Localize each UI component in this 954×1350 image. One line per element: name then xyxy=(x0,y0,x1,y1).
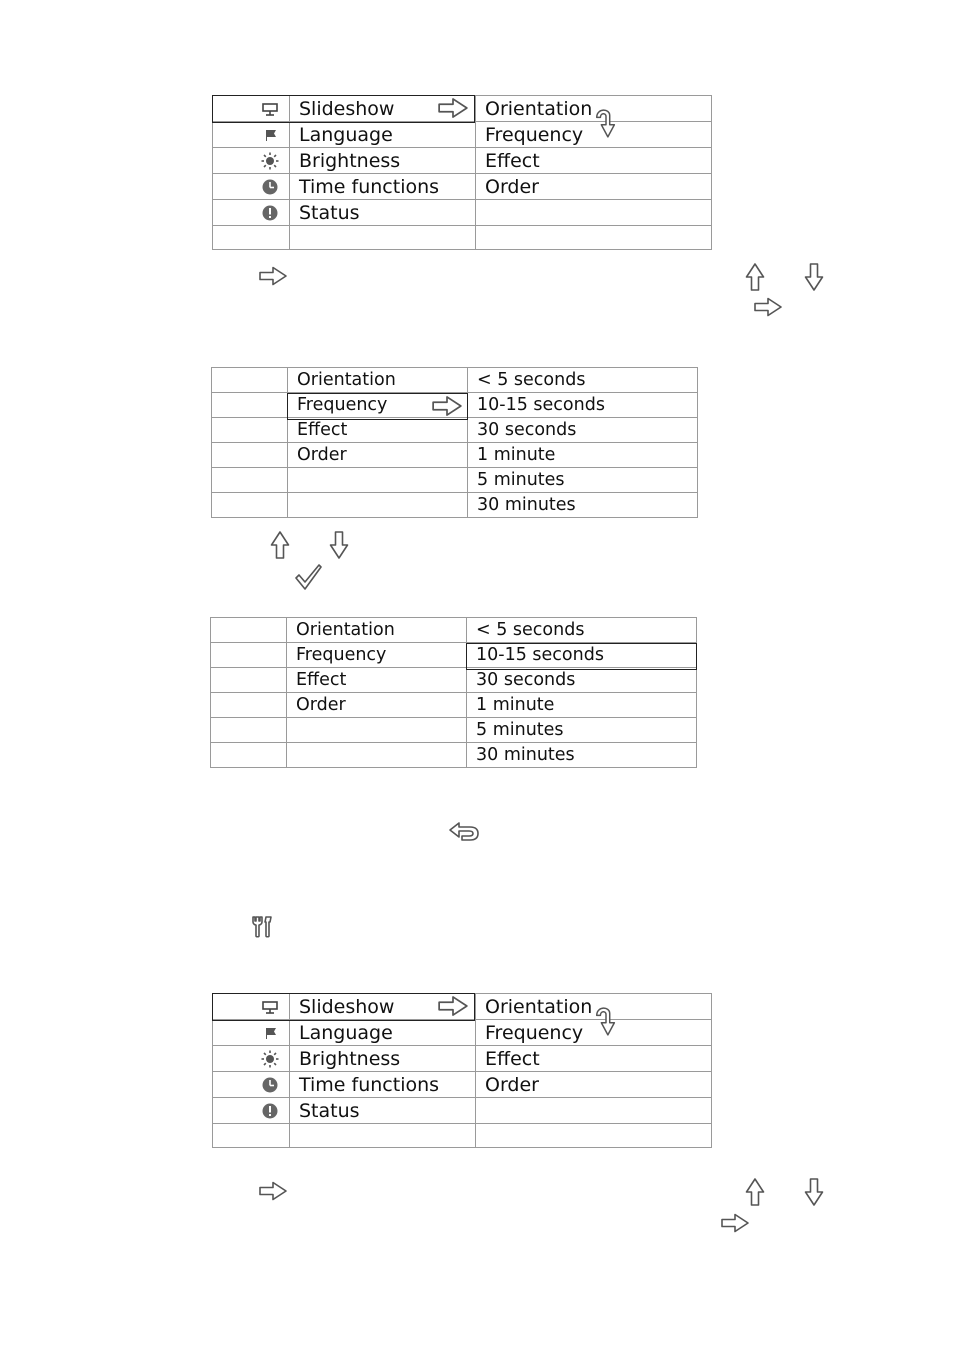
submenu-item-label[interactable]: Order xyxy=(288,443,468,468)
submenu-item-label: Effect xyxy=(476,148,712,174)
menu-row-language[interactable] xyxy=(213,1020,712,1046)
menu-item-label: Slideshow xyxy=(290,96,476,122)
option-label[interactable]: 1 minute xyxy=(467,693,697,718)
menu-row-status[interactable] xyxy=(213,1098,712,1124)
frequency-menu-selected-table xyxy=(210,617,697,768)
checkmark-icon xyxy=(294,563,322,591)
table-row xyxy=(212,468,698,493)
frequency-menu-table xyxy=(211,367,698,518)
back-icon xyxy=(448,821,480,843)
down-arrow-icon xyxy=(803,1177,825,1207)
table-row xyxy=(211,643,697,668)
menu-item-label: Brightness xyxy=(290,148,476,174)
slideshow-icon xyxy=(213,994,290,1020)
menu-item-label: Slideshow xyxy=(290,994,476,1020)
submenu-item-label[interactable]: Effect xyxy=(288,418,468,443)
submenu-item-label[interactable]: Frequency xyxy=(288,393,468,418)
flag-icon xyxy=(213,1020,290,1046)
menu-row-time-functions[interactable] xyxy=(213,174,712,200)
submenu-item-label[interactable]: Orientation xyxy=(288,368,468,393)
submenu-item-empty xyxy=(476,1098,712,1124)
up-arrow-icon xyxy=(744,262,766,292)
up-arrow-icon xyxy=(744,1177,766,1207)
brightness-icon xyxy=(213,1046,290,1072)
submenu-item-label[interactable]: Frequency xyxy=(287,643,467,668)
table-row xyxy=(212,493,698,518)
menu-item-label: Status xyxy=(290,200,476,226)
right-arrow-icon xyxy=(753,297,783,317)
menu-item-label: Brightness xyxy=(290,1046,476,1072)
option-label[interactable]: 30 seconds xyxy=(468,418,698,443)
table-row xyxy=(212,443,698,468)
menu-item-label: Status xyxy=(290,1098,476,1124)
option-label[interactable]: 10-15 seconds xyxy=(467,643,697,668)
option-label[interactable]: 10-15 seconds xyxy=(468,393,698,418)
table-row xyxy=(211,718,697,743)
submenu-item-label[interactable]: Effect xyxy=(287,668,467,693)
option-label[interactable]: 30 minutes xyxy=(468,493,698,518)
submenu-item-label[interactable]: Orientation xyxy=(287,618,467,643)
table-row xyxy=(211,693,697,718)
table-row xyxy=(211,743,697,768)
down-arrow-icon xyxy=(593,1002,619,1038)
menu-row-empty xyxy=(213,1124,712,1148)
clock-icon xyxy=(213,174,290,200)
submenu-item-empty xyxy=(476,200,712,226)
clock-icon xyxy=(213,1072,290,1098)
menu-row-empty xyxy=(213,226,712,250)
right-arrow-icon xyxy=(437,995,469,1017)
menu-row-time-functions[interactable] xyxy=(213,1072,712,1098)
option-label[interactable]: 5 minutes xyxy=(468,468,698,493)
option-label[interactable]: < 5 seconds xyxy=(468,368,698,393)
brightness-icon xyxy=(213,148,290,174)
info-icon xyxy=(213,200,290,226)
menu-item-label: Time functions xyxy=(290,1072,476,1098)
up-arrow-icon xyxy=(269,530,291,560)
table-row xyxy=(211,668,697,693)
menu-row-language[interactable] xyxy=(213,122,712,148)
submenu-item-label: Order xyxy=(476,1072,712,1098)
menu-row-brightness[interactable] xyxy=(213,148,712,174)
down-arrow-icon xyxy=(328,530,350,560)
option-label[interactable]: 30 seconds xyxy=(467,668,697,693)
menu-row-brightness[interactable] xyxy=(213,1046,712,1072)
submenu-item-label[interactable]: Order xyxy=(287,693,467,718)
right-arrow-icon xyxy=(437,97,469,119)
menu-item-label: Time functions xyxy=(290,174,476,200)
down-arrow-icon xyxy=(593,104,619,140)
right-arrow-icon xyxy=(720,1213,750,1233)
table-row xyxy=(212,368,698,393)
menu-row-status[interactable] xyxy=(213,200,712,226)
submenu-item-label: Frequency xyxy=(476,122,712,148)
settings-icon xyxy=(250,915,274,939)
submenu-item-label: Orientation xyxy=(476,994,712,1020)
flag-icon xyxy=(213,122,290,148)
submenu-item-label: Frequency xyxy=(476,1020,712,1046)
submenu-item-label: Effect xyxy=(476,1046,712,1072)
info-icon xyxy=(213,1098,290,1124)
option-label[interactable]: 1 minute xyxy=(468,443,698,468)
table-row xyxy=(211,618,697,643)
option-label[interactable]: 30 minutes xyxy=(467,743,697,768)
option-label[interactable]: 5 minutes xyxy=(467,718,697,743)
submenu-item-label: Order xyxy=(476,174,712,200)
option-label[interactable]: < 5 seconds xyxy=(467,618,697,643)
menu-item-label: Language xyxy=(290,1020,476,1046)
right-arrow-icon xyxy=(258,1181,288,1201)
menu-item-label: Language xyxy=(290,122,476,148)
right-arrow-icon xyxy=(258,266,288,286)
right-arrow-icon xyxy=(431,395,463,417)
table-row xyxy=(212,418,698,443)
down-arrow-icon xyxy=(803,262,825,292)
submenu-item-label: Orientation xyxy=(476,96,712,122)
slideshow-icon xyxy=(213,96,290,122)
